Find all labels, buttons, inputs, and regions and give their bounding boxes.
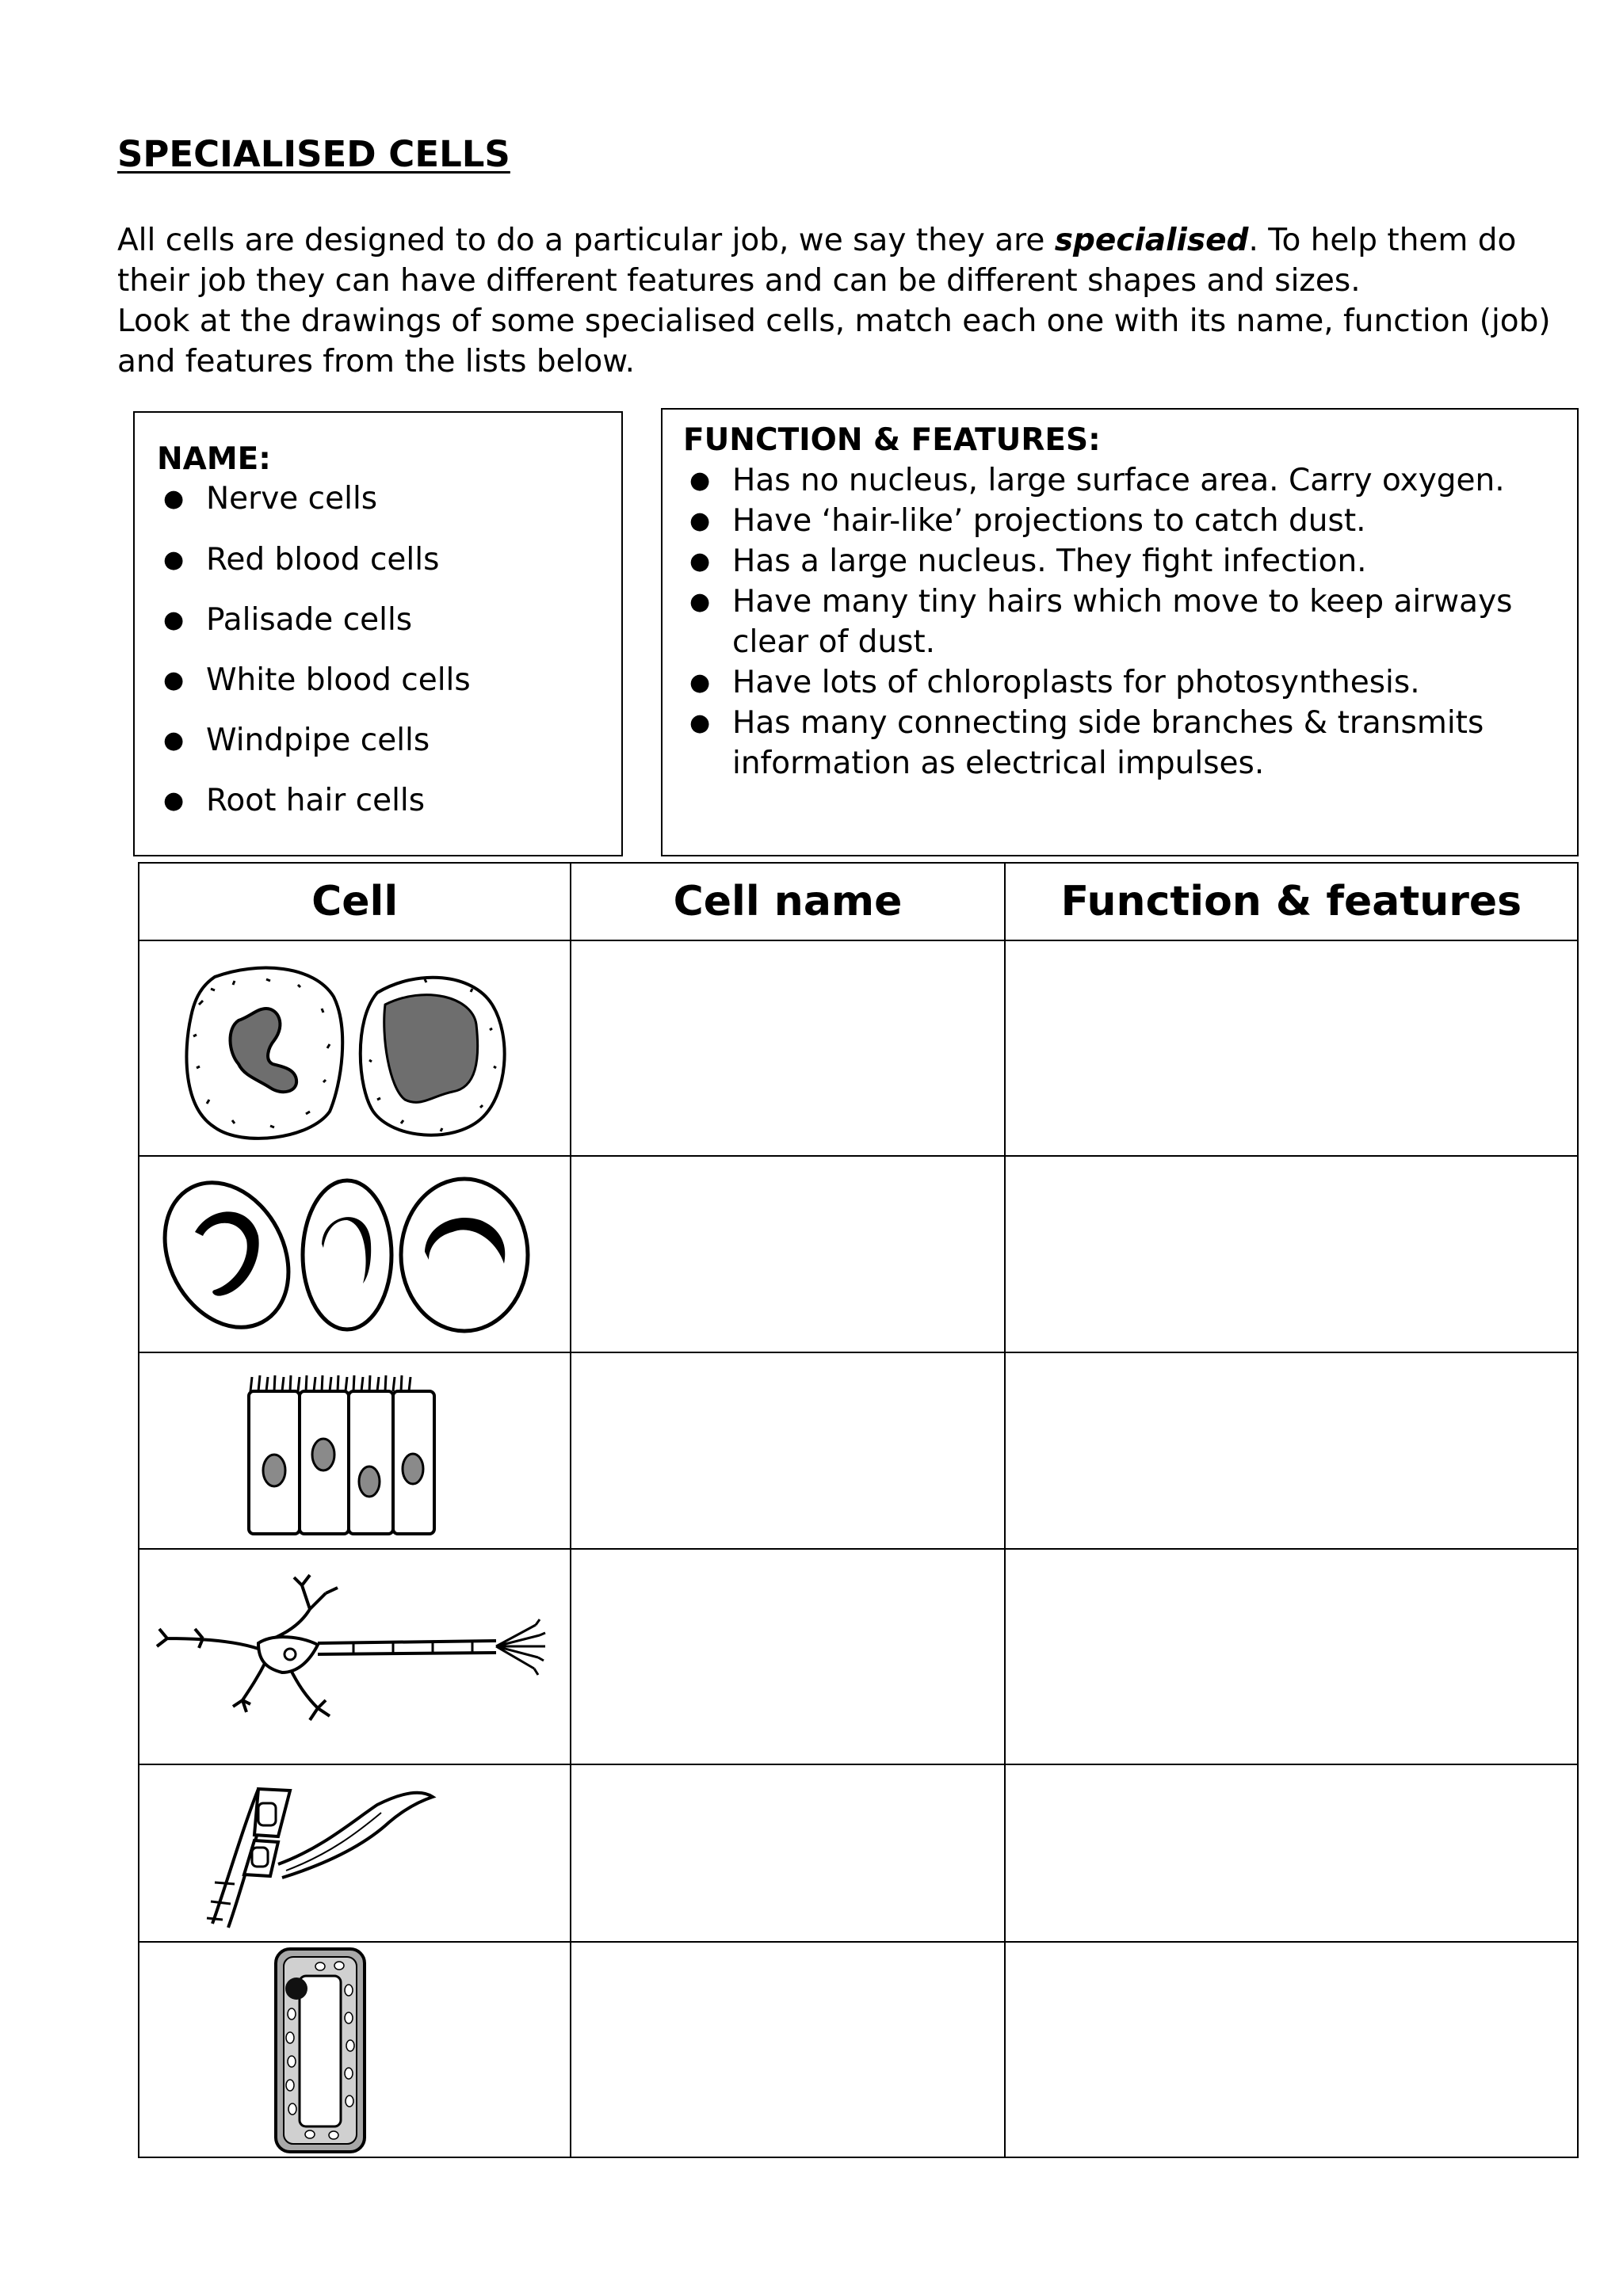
- bullet-icon: ●: [163, 727, 185, 754]
- intro-paragraph-1: [117, 220, 1568, 301]
- white-blood-cell-drawing-icon: [139, 941, 572, 1157]
- matching-table: [138, 862, 1579, 2158]
- table-row: [139, 1352, 1578, 1549]
- cell-image-cell: [139, 940, 571, 1156]
- list-item-label: Root hair cells: [206, 783, 426, 818]
- red-blood-cell-drawing-icon: [139, 1157, 572, 1353]
- bullet-icon: ●: [689, 709, 711, 737]
- bullet-icon: ●: [689, 507, 711, 535]
- list-item-label: Has no nucleus, large surface area. Carry oxygen.: [732, 463, 1505, 498]
- cell-name-answer[interactable]: [571, 1156, 1004, 1352]
- bullet-icon: ●: [163, 485, 185, 513]
- name-list: [157, 479, 599, 831]
- list-item: [157, 711, 599, 771]
- list-item-label: White blood cells: [206, 662, 471, 698]
- name-list-heading: NAME:: [157, 441, 271, 477]
- cell-name-answer[interactable]: [571, 1764, 1004, 1942]
- table-row: [139, 1156, 1578, 1352]
- intro-text-part: All cells are designed to do a particular job, we say they are: [117, 223, 1055, 258]
- cell-image-cell: [139, 1549, 571, 1764]
- list-item: [683, 582, 1556, 662]
- name-list-box: [133, 411, 623, 856]
- list-item-label: Windpipe cells: [206, 723, 430, 758]
- intro-paragraph-2: Look at the drawings of some specialised cells, match each one with its name, function (job) and features from the lists below.: [117, 303, 1551, 379]
- list-item-label: Nerve cells: [206, 481, 378, 517]
- list-item: [683, 501, 1556, 541]
- function-list-box: [661, 408, 1579, 856]
- table-row: [139, 1764, 1578, 1942]
- cell-name-answer[interactable]: [571, 1549, 1004, 1764]
- function-list: [683, 460, 1556, 784]
- cell-image-cell: [139, 1352, 571, 1549]
- list-item: [157, 590, 599, 650]
- list-item-label: Has many connecting side branches & transmits information as electrical impulses.: [732, 705, 1484, 781]
- list-item: [157, 771, 599, 831]
- page-title: SPECIALISED CELLS: [117, 133, 510, 175]
- bullet-icon: ●: [163, 546, 185, 574]
- column-header-cell-name: Cell name: [571, 863, 1004, 940]
- bullet-icon: ●: [689, 669, 711, 696]
- bullet-icon: ●: [163, 666, 185, 694]
- table-row: [139, 1549, 1578, 1764]
- list-item: [157, 650, 599, 711]
- bullet-icon: ●: [689, 467, 711, 494]
- bullet-icon: ●: [163, 787, 185, 814]
- windpipe-cell-drawing-icon: [139, 1353, 572, 1550]
- column-header-cell: Cell: [139, 863, 571, 940]
- root-hair-cell-drawing-icon: [139, 1765, 572, 1943]
- table-row: [139, 1942, 1578, 2157]
- cell-image-cell: [139, 1156, 571, 1352]
- list-item-label: Has a large nucleus. They fight infection.: [732, 543, 1367, 579]
- cell-image-cell: [139, 1764, 571, 1942]
- bullet-icon: ●: [163, 606, 185, 634]
- list-item-label: Have lots of chloroplasts for photosynthesis.: [732, 665, 1420, 700]
- list-item: [157, 479, 599, 519]
- list-item-label: Palisade cells: [206, 602, 413, 638]
- function-list-heading: FUNCTION & FEATURES:: [683, 422, 1101, 458]
- cell-name-answer[interactable]: [571, 1942, 1004, 2157]
- list-item-label: Have many tiny hairs which move to keep airways clear of dust.: [732, 584, 1513, 660]
- list-item: [683, 541, 1556, 582]
- emphasis-specialised: specialised: [1054, 223, 1249, 258]
- list-item: [683, 662, 1556, 703]
- function-answer[interactable]: [1005, 1156, 1578, 1352]
- list-item-label: Have ‘hair-like’ projections to catch dust.: [732, 503, 1366, 539]
- list-item: [157, 530, 599, 590]
- list-item-label: Red blood cells: [206, 542, 440, 578]
- cell-name-answer[interactable]: [571, 940, 1004, 1156]
- intro-text-part: . To help them do their job they can have different features and can be different shapes and sizes.: [117, 223, 1517, 299]
- list-item: [683, 460, 1556, 501]
- cell-image-cell: [139, 1942, 571, 2157]
- function-answer[interactable]: [1005, 1549, 1578, 1764]
- cell-name-answer[interactable]: [571, 1352, 1004, 1549]
- function-answer[interactable]: [1005, 940, 1578, 1156]
- function-answer[interactable]: [1005, 1942, 1578, 2157]
- function-answer[interactable]: [1005, 1764, 1578, 1942]
- list-item: [683, 703, 1556, 784]
- bullet-icon: ●: [689, 588, 711, 616]
- intro-text: [117, 220, 1568, 382]
- table-row: [139, 940, 1578, 1156]
- palisade-cell-drawing-icon: [139, 1943, 572, 2158]
- bullet-icon: ●: [689, 547, 711, 575]
- table-header-row: [139, 863, 1578, 940]
- nerve-cell-drawing-icon: [139, 1550, 572, 1765]
- column-header-function: Function & features: [1005, 863, 1578, 940]
- function-answer[interactable]: [1005, 1352, 1578, 1549]
